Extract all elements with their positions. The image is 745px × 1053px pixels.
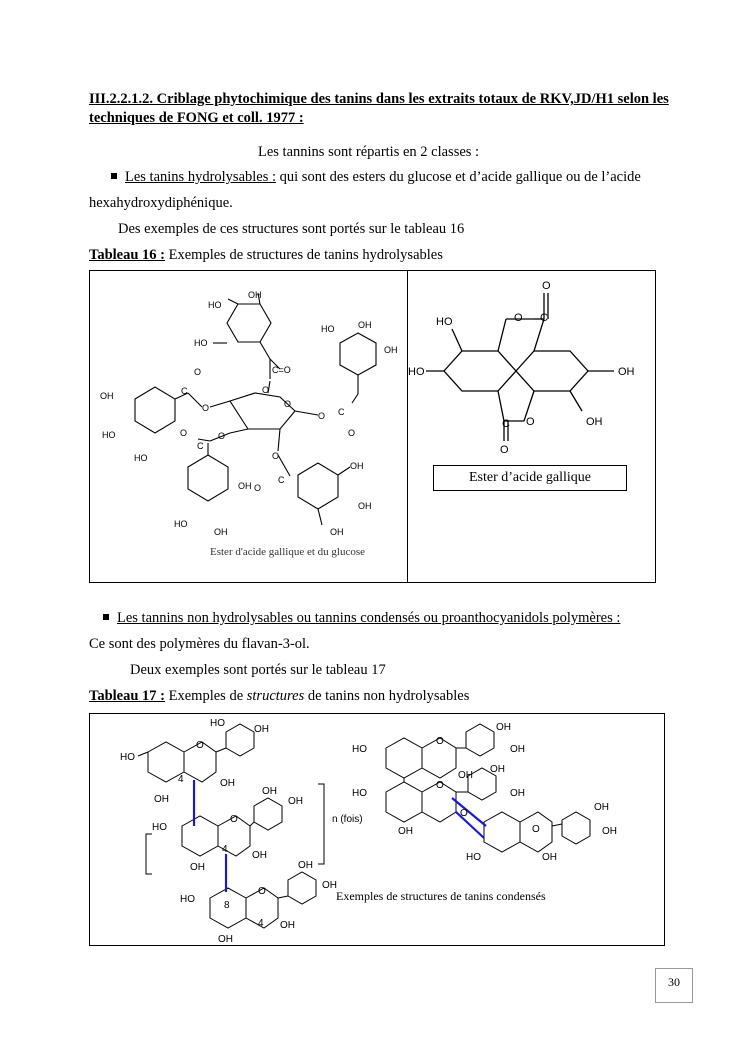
chem-label: O <box>262 385 270 395</box>
table16-caption-text: Exemples de structures de tanins hydrolysables <box>165 247 443 263</box>
chem-label: HO <box>208 300 222 310</box>
chem-label: HO <box>210 718 225 729</box>
chem-label: OH <box>254 724 269 735</box>
chem-label: OH <box>262 786 277 797</box>
chem-label: OH <box>288 796 303 807</box>
chem-label: OH <box>252 850 267 861</box>
chem-label: HO <box>194 338 208 348</box>
bullet-square-icon <box>103 614 109 620</box>
chem-label: C=O <box>272 365 291 375</box>
hydrolysable-examples: Des exemples de ces structures sont portés sur le tableau 16 <box>118 221 465 237</box>
hydrolysable-line <box>111 168 641 186</box>
chem-label: HO <box>408 366 425 378</box>
condensed-line <box>103 609 620 627</box>
chem-label: HO <box>321 324 335 334</box>
condensed-tannin-structures <box>90 714 664 945</box>
chem-label: HO <box>134 453 148 463</box>
chem-label: OH <box>398 826 413 837</box>
ellagic-acid-caption-box: Ester d’acide gallique <box>433 465 627 491</box>
chem-label: OH <box>238 481 252 491</box>
chem-label: OH <box>190 862 205 873</box>
chem-label: 4 <box>222 844 228 855</box>
chem-label: O <box>532 824 540 835</box>
ellagic-acid-structure <box>408 271 656 582</box>
chem-label: OH <box>458 770 473 781</box>
chem-label: O <box>542 280 551 292</box>
glucose-gallate-structure <box>90 271 407 582</box>
chem-label: OH <box>586 416 603 428</box>
chem-label: C <box>181 386 188 396</box>
condensed-figure-caption: Exemples de structures de tanins condensés <box>336 889 546 903</box>
chem-label: OH <box>330 527 344 537</box>
chem-label: HO <box>436 316 453 328</box>
chem-label: O <box>196 740 204 751</box>
table17-caption-italic: structures <box>246 688 305 704</box>
chem-label: HO <box>352 788 367 799</box>
chem-label: O <box>500 444 509 456</box>
chem-label: 4 <box>258 918 264 929</box>
chem-label: C <box>197 441 204 451</box>
table17-caption <box>89 687 469 705</box>
chem-label: O <box>202 403 210 413</box>
chem-label: OH <box>594 802 609 813</box>
chem-label: C <box>338 407 345 417</box>
repeat-label: n (fois) <box>332 814 363 825</box>
condensed-title: Les tannins non hydrolysables ou tannins condensés ou proanthocyanidols polymères : <box>117 610 621 626</box>
chem-label: O <box>514 312 523 324</box>
page-number: 30 <box>655 968 693 1003</box>
chem-label: OH <box>350 461 364 471</box>
chem-label: OH <box>618 366 635 378</box>
left-figure-caption: Ester d'acide gallique et du glucose <box>210 546 366 558</box>
table17-label: Tableau 17 : <box>89 688 166 704</box>
chem-label: HO <box>120 752 135 763</box>
chem-label: OH <box>218 934 233 945</box>
chem-label: O <box>272 451 280 461</box>
chem-label: OH <box>220 778 235 789</box>
condensed-desc: Ce sont des polymères du flavan-3-ol. <box>89 636 310 652</box>
intro-text: Les tannins sont répartis en 2 classes : <box>258 144 480 160</box>
chem-label: O <box>230 814 238 825</box>
chem-label: OH <box>384 345 398 355</box>
chem-label: 4 <box>178 774 184 785</box>
chem-label: O <box>348 428 356 438</box>
table16 <box>89 270 656 583</box>
chem-label: HO <box>152 822 167 833</box>
bullet-square-icon <box>111 173 117 179</box>
chem-label: 8 <box>224 900 230 911</box>
table17 <box>89 713 665 946</box>
chem-label: O <box>254 483 262 493</box>
chem-label: O <box>318 411 326 421</box>
chem-label: OH <box>298 860 313 871</box>
chem-label: O <box>180 428 188 438</box>
chem-label: HO <box>180 894 195 905</box>
chem-label: OH <box>154 794 169 805</box>
chem-label: O <box>218 431 226 441</box>
chem-label: OH <box>510 744 525 755</box>
chem-label: OH <box>248 290 262 300</box>
chem-label: O <box>436 780 444 791</box>
section-heading: III.2.2.1.2. Criblage phytochimique des tanins dans les extraits totaux de RKV,JD/H1 selon les techniques de FONG et coll. 1977 : <box>89 91 669 126</box>
chem-label: OH <box>358 320 372 330</box>
table17-caption-text: Exemples de <box>165 688 247 704</box>
chem-label: O <box>284 399 292 409</box>
chem-label: O <box>460 808 468 819</box>
table16-label: Tableau 16 : <box>89 247 166 263</box>
table17-caption-text-end: de tanins non hydrolysables <box>304 688 470 704</box>
table16-caption <box>89 246 443 264</box>
chem-label: OH <box>214 527 228 537</box>
hydrolysable-title: Les tanins hydrolysables : <box>125 169 277 185</box>
chem-label: OH <box>322 880 337 891</box>
chem-label: OH <box>100 391 114 401</box>
chem-label: OH <box>490 764 505 775</box>
chem-label: HO <box>174 519 188 529</box>
hydrolysable-desc: qui sont des esters du glucose et d’acide gallique ou de l’acide <box>276 169 641 185</box>
chem-label: HO <box>102 430 116 440</box>
chem-label: C <box>502 418 510 430</box>
hydrolysable-desc-cont: hexahydroxydiphénique. <box>89 195 233 211</box>
chem-label: O <box>526 416 535 428</box>
chem-label: OH <box>496 722 511 733</box>
condensed-examples: Deux exemples sont portés sur le tableau 17 <box>130 662 386 678</box>
chem-label: OH <box>602 826 617 837</box>
chem-label: HO <box>466 852 481 863</box>
chem-label: C <box>540 312 548 324</box>
chem-label: O <box>194 367 202 377</box>
chem-label: OH <box>280 920 295 931</box>
chem-label: OH <box>358 501 372 511</box>
chem-label: O <box>436 736 444 747</box>
chem-label: O <box>258 886 266 897</box>
chem-label: C <box>278 475 285 485</box>
chem-label: HO <box>352 744 367 755</box>
chem-label: OH <box>542 852 557 863</box>
chem-label: OH <box>510 788 525 799</box>
